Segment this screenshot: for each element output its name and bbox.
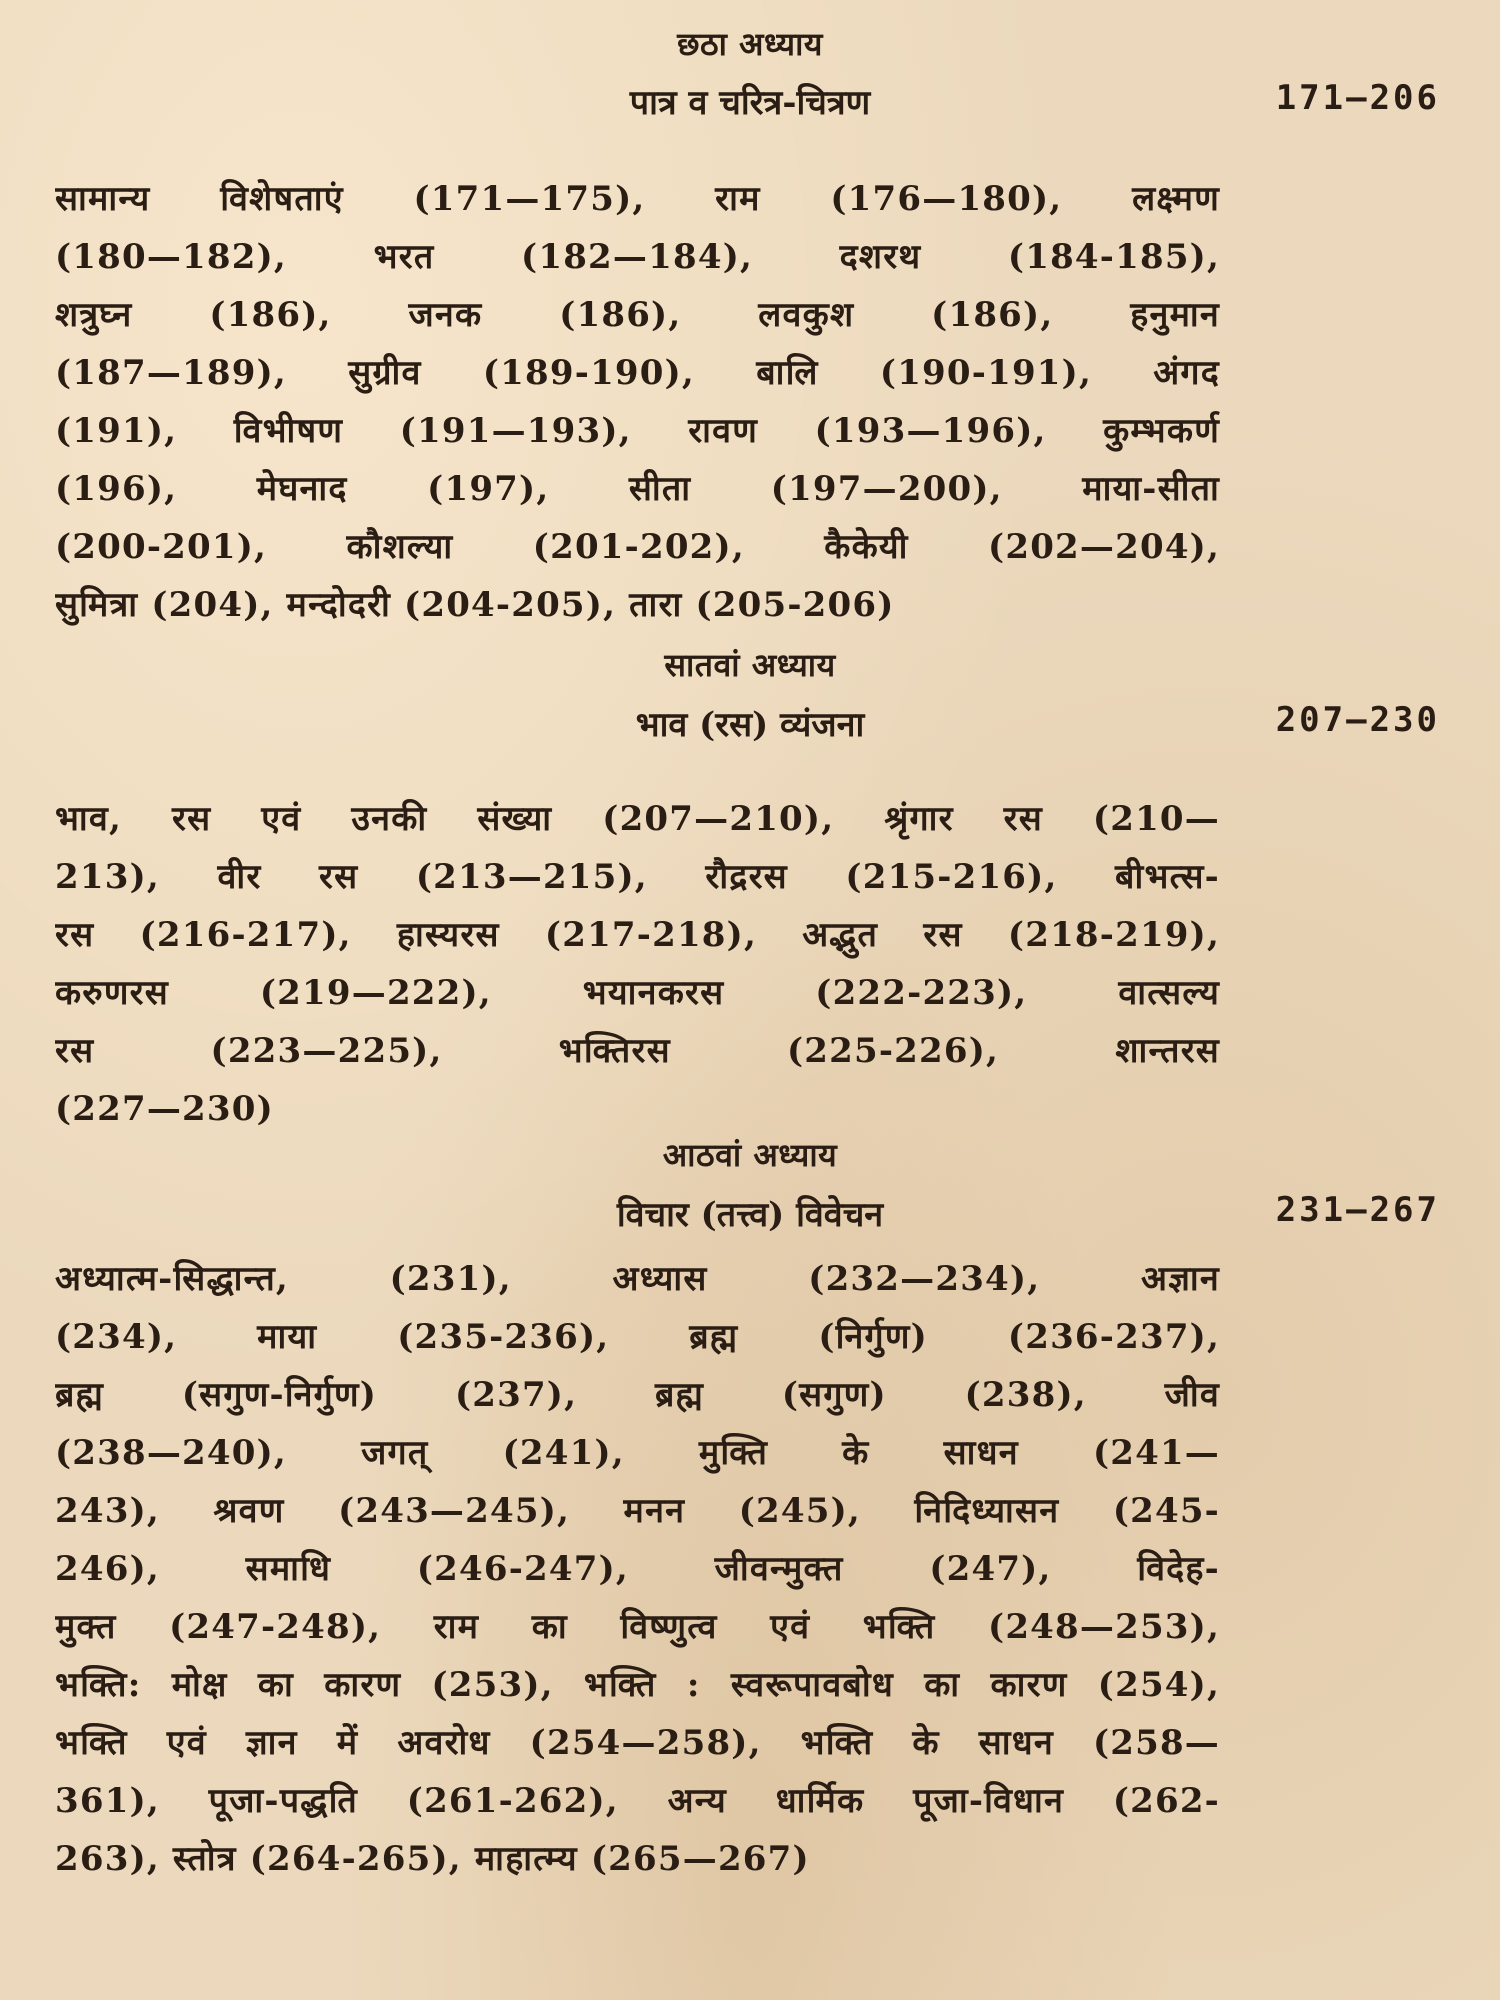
section-title: पात्र व चरित्र-चित्रण [629, 83, 871, 123]
text-line: (200-201), कौशल्या (201-202), कैकेयी (202—204), [55, 527, 1220, 567]
text-line: रस (216-217), हास्यरस (217-218), अद्भुत रस (218-219), [55, 915, 1220, 955]
text-line: (180—182), भरत (182—184), दशरथ (184-185), [55, 237, 1220, 277]
text-line: (191), विभीषण (191—193), रावण (193—196), कुम्भकर्ण [55, 411, 1220, 451]
chapter-heading: छठा अध्याय [677, 25, 823, 63]
text-line: सुमित्रा (204), मन्दोदरी (204-205), तारा (205-206) [55, 585, 895, 625]
text-line: 263), स्तोत्र (264-265), माहात्म्य (265—267) [55, 1839, 810, 1879]
text-line: रस (223—225), भक्तिरस (225-226), शान्तरस [55, 1031, 1220, 1071]
text-line: भाव, रस एवं उनकी संख्या (207—210), श्रृंगार रस (210— [55, 799, 1220, 839]
page-range: 231—267 [1275, 1190, 1440, 1230]
text-line: ब्रह्म (सगुण-निर्गुण) (237), ब्रह्म (सगुण) (238), जीव [55, 1375, 1220, 1415]
text-line: (238—240), जगत् (241), मुक्ति के साधन (241— [55, 1433, 1220, 1473]
text-line: भक्ति एवं ज्ञान में अवरोध (254—258), भक्ति के साधन (258— [55, 1723, 1220, 1763]
section-paragraph [55, 790, 1220, 1138]
text-line: 213), वीर रस (213—215), रौद्ररस (215-216), बीभत्स- [55, 857, 1220, 897]
section-paragraph [55, 170, 1220, 634]
text-line: 246), समाधि (246-247), जीवन्मुक्त (247), विदेह- [55, 1549, 1220, 1589]
section-title: विचार (तत्त्व) विवेचन [616, 1195, 884, 1235]
text-line: करुणरस (219—222), भयानकरस (222-223), वात्सल्य [55, 973, 1220, 1013]
text-line: भक्ति: मोक्ष का कारण (253), भक्ति : स्वरूपावबोध का कारण (254), [55, 1665, 1220, 1705]
section-title: भाव (रस) व्यंजना [635, 705, 865, 745]
text-line: (187—189), सुग्रीव (189-190), बालि (190-191), अंगद [55, 353, 1220, 393]
text-line: (196), मेघनाद (197), सीता (197—200), माया-सीता [55, 469, 1220, 509]
text-line: 361), पूजा-पद्धति (261-262), अन्य धार्मिक पूजा-विधान (262- [55, 1781, 1220, 1821]
text-line: (227—230) [55, 1089, 274, 1129]
text-line: (234), माया (235-236), ब्रह्म (निर्गुण) (236-237), [55, 1317, 1220, 1357]
text-line: मुक्त (247-248), राम का विष्णुत्व एवं भक्ति (248—253), [55, 1607, 1220, 1647]
text-line: सामान्य विशेषताएं (171—175), राम (176—180), लक्ष्मण [55, 179, 1220, 219]
chapter-heading: सातवां अध्याय [664, 646, 836, 684]
text-line: शत्रुघ्न (186), जनक (186), लवकुश (186), हनुमान [55, 295, 1220, 335]
page-range: 207—230 [1275, 700, 1440, 740]
page-range: 171—206 [1275, 78, 1440, 118]
section-paragraph [55, 1250, 1220, 1888]
chapter-heading: आठवां अध्याय [662, 1136, 838, 1174]
text-line: 243), श्रवण (243—245), मनन (245), निदिध्यासन (245- [55, 1491, 1220, 1531]
text-line: अध्यात्म-सिद्धान्त, (231), अध्यास (232—234), अज्ञान [55, 1259, 1220, 1299]
